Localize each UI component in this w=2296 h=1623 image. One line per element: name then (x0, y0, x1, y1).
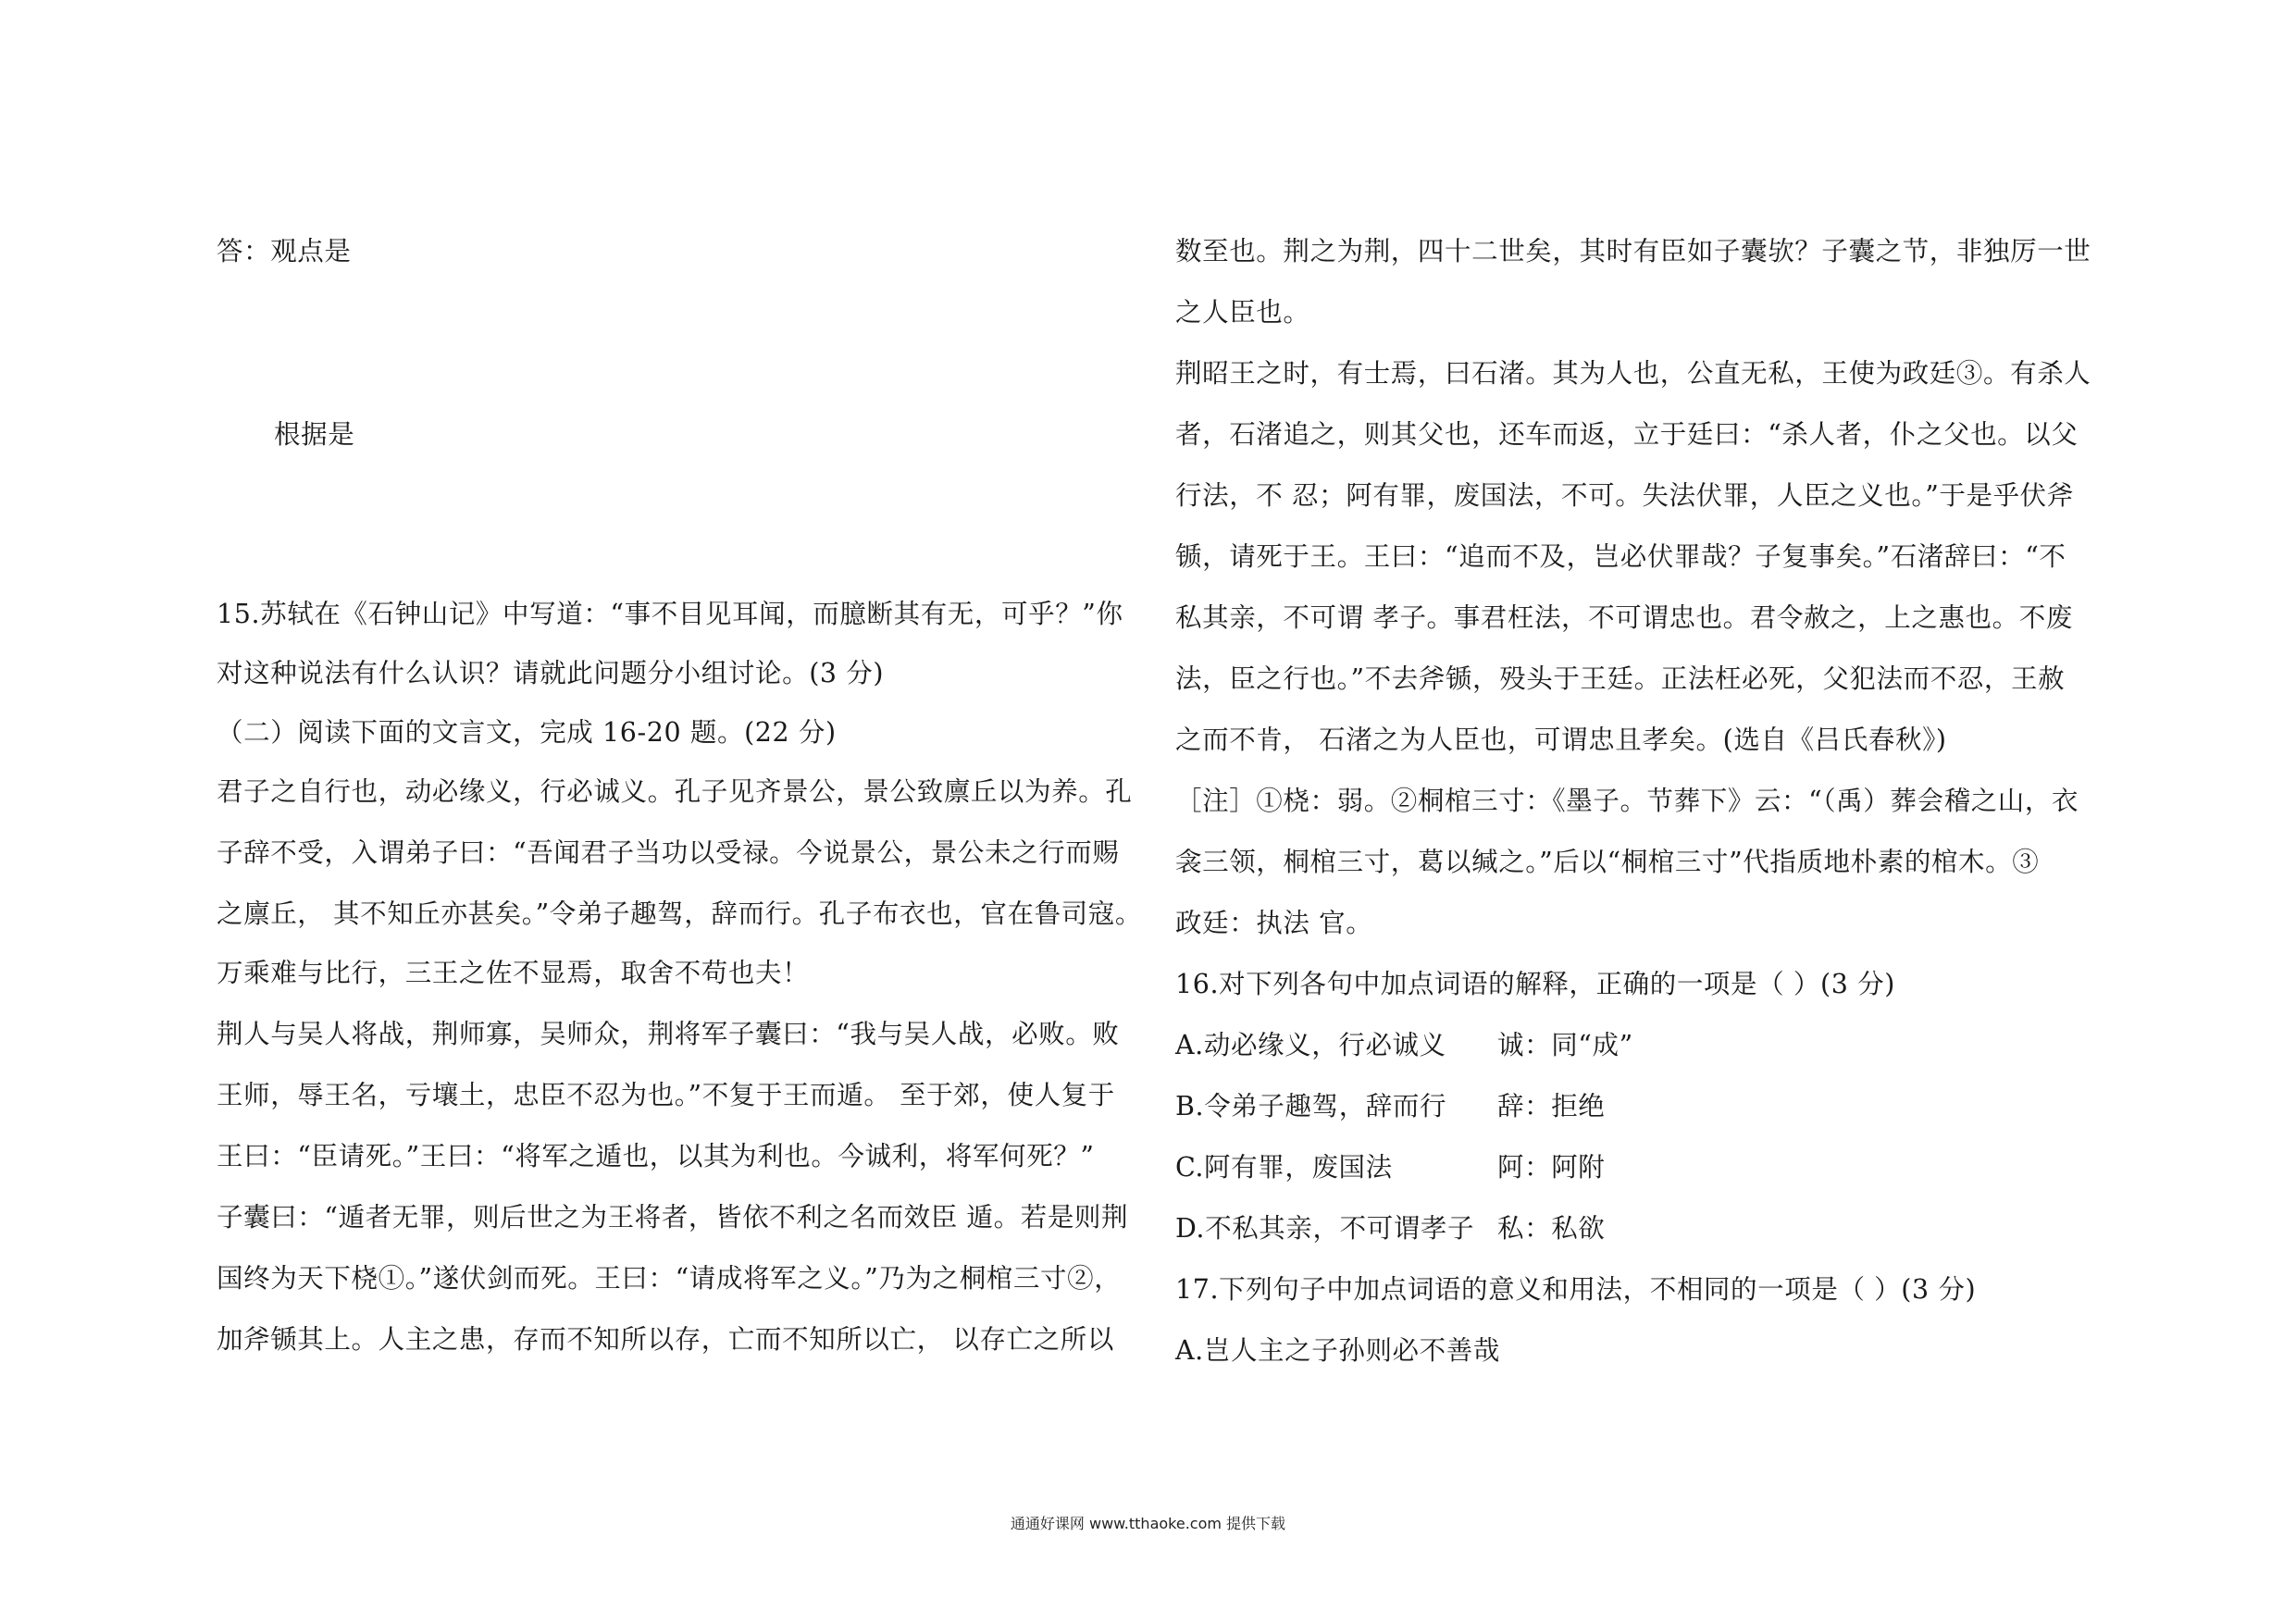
basis-prompt: 根据是 (274, 419, 355, 450)
passage-line: 之而不肯， 石渚之为人臣也，可谓忠且孝矣。(选自《吕氏春秋》) (1175, 725, 1947, 755)
passage-2-line: 国终为天下桡①。”遂伏剑而死。王曰：“请成将军之义。”乃为之桐棺三寸②， (217, 1263, 1122, 1294)
question-17: 17.下列句子中加点词语的意义和用法，不相同的一项是（ ）(3 分) (1175, 1274, 1977, 1305)
q16-option-a-gloss: 诚：同“成” (1497, 1030, 1633, 1060)
passage-1-line: 子辞不受，入谓弟子曰：“吾闻君子当功以受禄。今说景公，景公未之行而赐 (217, 837, 1120, 868)
q16-option-d-gloss: 私：私欲 (1497, 1213, 1606, 1244)
passage-line: 行法，不 忍；阿有罪，废国法，不可。失法伏罪，人臣之义也。”于是乎伏斧 (1175, 480, 2074, 511)
annotation-line: 衾三领，桐棺三寸，葛以缄之。”后以“桐棺三寸”代指质地朴素的棺木。③ (1175, 847, 2040, 877)
q16-option-b: B.令弟子趣驾，辞而行 (1175, 1091, 1447, 1121)
q17-option-a: A.岂人主之子孙则必不善哉 (1175, 1335, 1500, 1366)
passage-2-line: 子囊曰：“遁者无罪，则后世之为王将者，皆依不利之名而效臣 遁。若是则荆 (217, 1202, 1129, 1233)
q16-option-a: A.动必缘义，行必诚义 (1175, 1030, 1446, 1060)
annotation-line: 政廷：执法 官。 (1175, 908, 1373, 938)
passage-1-line: 君子之自行也，动必缘义，行必诚义。孔子见齐景公，景公致廪丘以为养。孔 (217, 776, 1133, 807)
answer-prompt: 答：观点是 (217, 236, 352, 266)
passage-line: 数至也。荆之为荆，四十二世矣，其时有臣如子囊欤？子囊之节，非独厉一世 (1175, 236, 2091, 266)
section-2-heading: （二）阅读下面的文言文，完成 16-20 题。(22 分) (217, 717, 837, 748)
q16-option-c-gloss: 阿：阿附 (1497, 1152, 1606, 1183)
annotation-line: ［注］①桡：弱。②桐棺三寸：《墨子。节葬下》云：“（禹）葬会稽之山，衣 (1175, 786, 2079, 816)
passage-2-line: 王曰：“臣请死。”王曰：“将军之遁也，以其为利也。今诚利，将军何死？” (217, 1141, 1095, 1171)
right-column (1175, 0, 2101, 1623)
passage-line: 私其亲，不可谓 孝子。事君枉法，不可谓忠也。君令赦之，上之惠也。不废 (1175, 602, 2073, 633)
passage-line: 之人臣也。 (1175, 297, 1310, 328)
passage-line: 荆昭王之时，有士焉，曰石渚。其为人也，公直无私，王使为政廷③。有杀人 (1175, 358, 2091, 389)
question-16: 16.对下列各句中加点词语的解释，正确的一项是（ ）(3 分) (1175, 969, 1895, 999)
passage-line: 锧，请死于王。王曰：“追而不及，岂必伏罪哉？子复事矣。”石渚辞曰：“不 (1175, 541, 2066, 572)
passage-line: 法，臣之行也。”不去斧锧，殁头于王廷。正法枉必死，父犯法而不忍，王赦 (1175, 663, 2066, 694)
question-15-line-2: 对这种说法有什么认识？请就此问题分小组讨论。(3 分) (217, 658, 885, 688)
passage-1-line: 之廪丘， 其不知丘亦甚矣。”令弟子趣驾，辞而行。孔子布衣也，官在鲁司寇。 (217, 898, 1142, 929)
passage-2-line: 加斧锧其上。人主之患，存而不知所以存，亡而不知所以亡， 以存亡之所以 (217, 1324, 1114, 1355)
passage-1-line: 万乘难与比行，三王之佐不显焉，取舍不苟也夫！ (217, 958, 810, 988)
footer-credit: 通通好课网 www.tthaoke.com 提供下载 (1010, 1515, 1286, 1532)
left-column (217, 0, 1142, 1623)
passage-2-line: 荆人与吴人将战，荆师寡，吴师众，荆将军子囊曰：“我与吴人战，必败。败 (217, 1019, 1120, 1049)
passage-2-line: 王师，辱王名，亏壤土，忠臣不忍为也。”不复于王而遁。 至于郊，使人复于 (217, 1080, 1115, 1110)
question-15-line-1: 15.苏轼在《石钟山记》中写道：“事不目见耳闻，而臆断其有无，可乎？”你 (217, 599, 1123, 629)
q16-option-d: D.不私其亲，不可谓孝子 (1175, 1213, 1475, 1244)
q16-option-c: C.阿有罪，废国法 (1175, 1152, 1393, 1183)
passage-line: 者，石渚追之，则其父也，还车而返，立于廷曰：“杀人者，仆之父也。以父 (1175, 419, 2079, 450)
q16-option-b-gloss: 辞：拒绝 (1497, 1091, 1606, 1121)
